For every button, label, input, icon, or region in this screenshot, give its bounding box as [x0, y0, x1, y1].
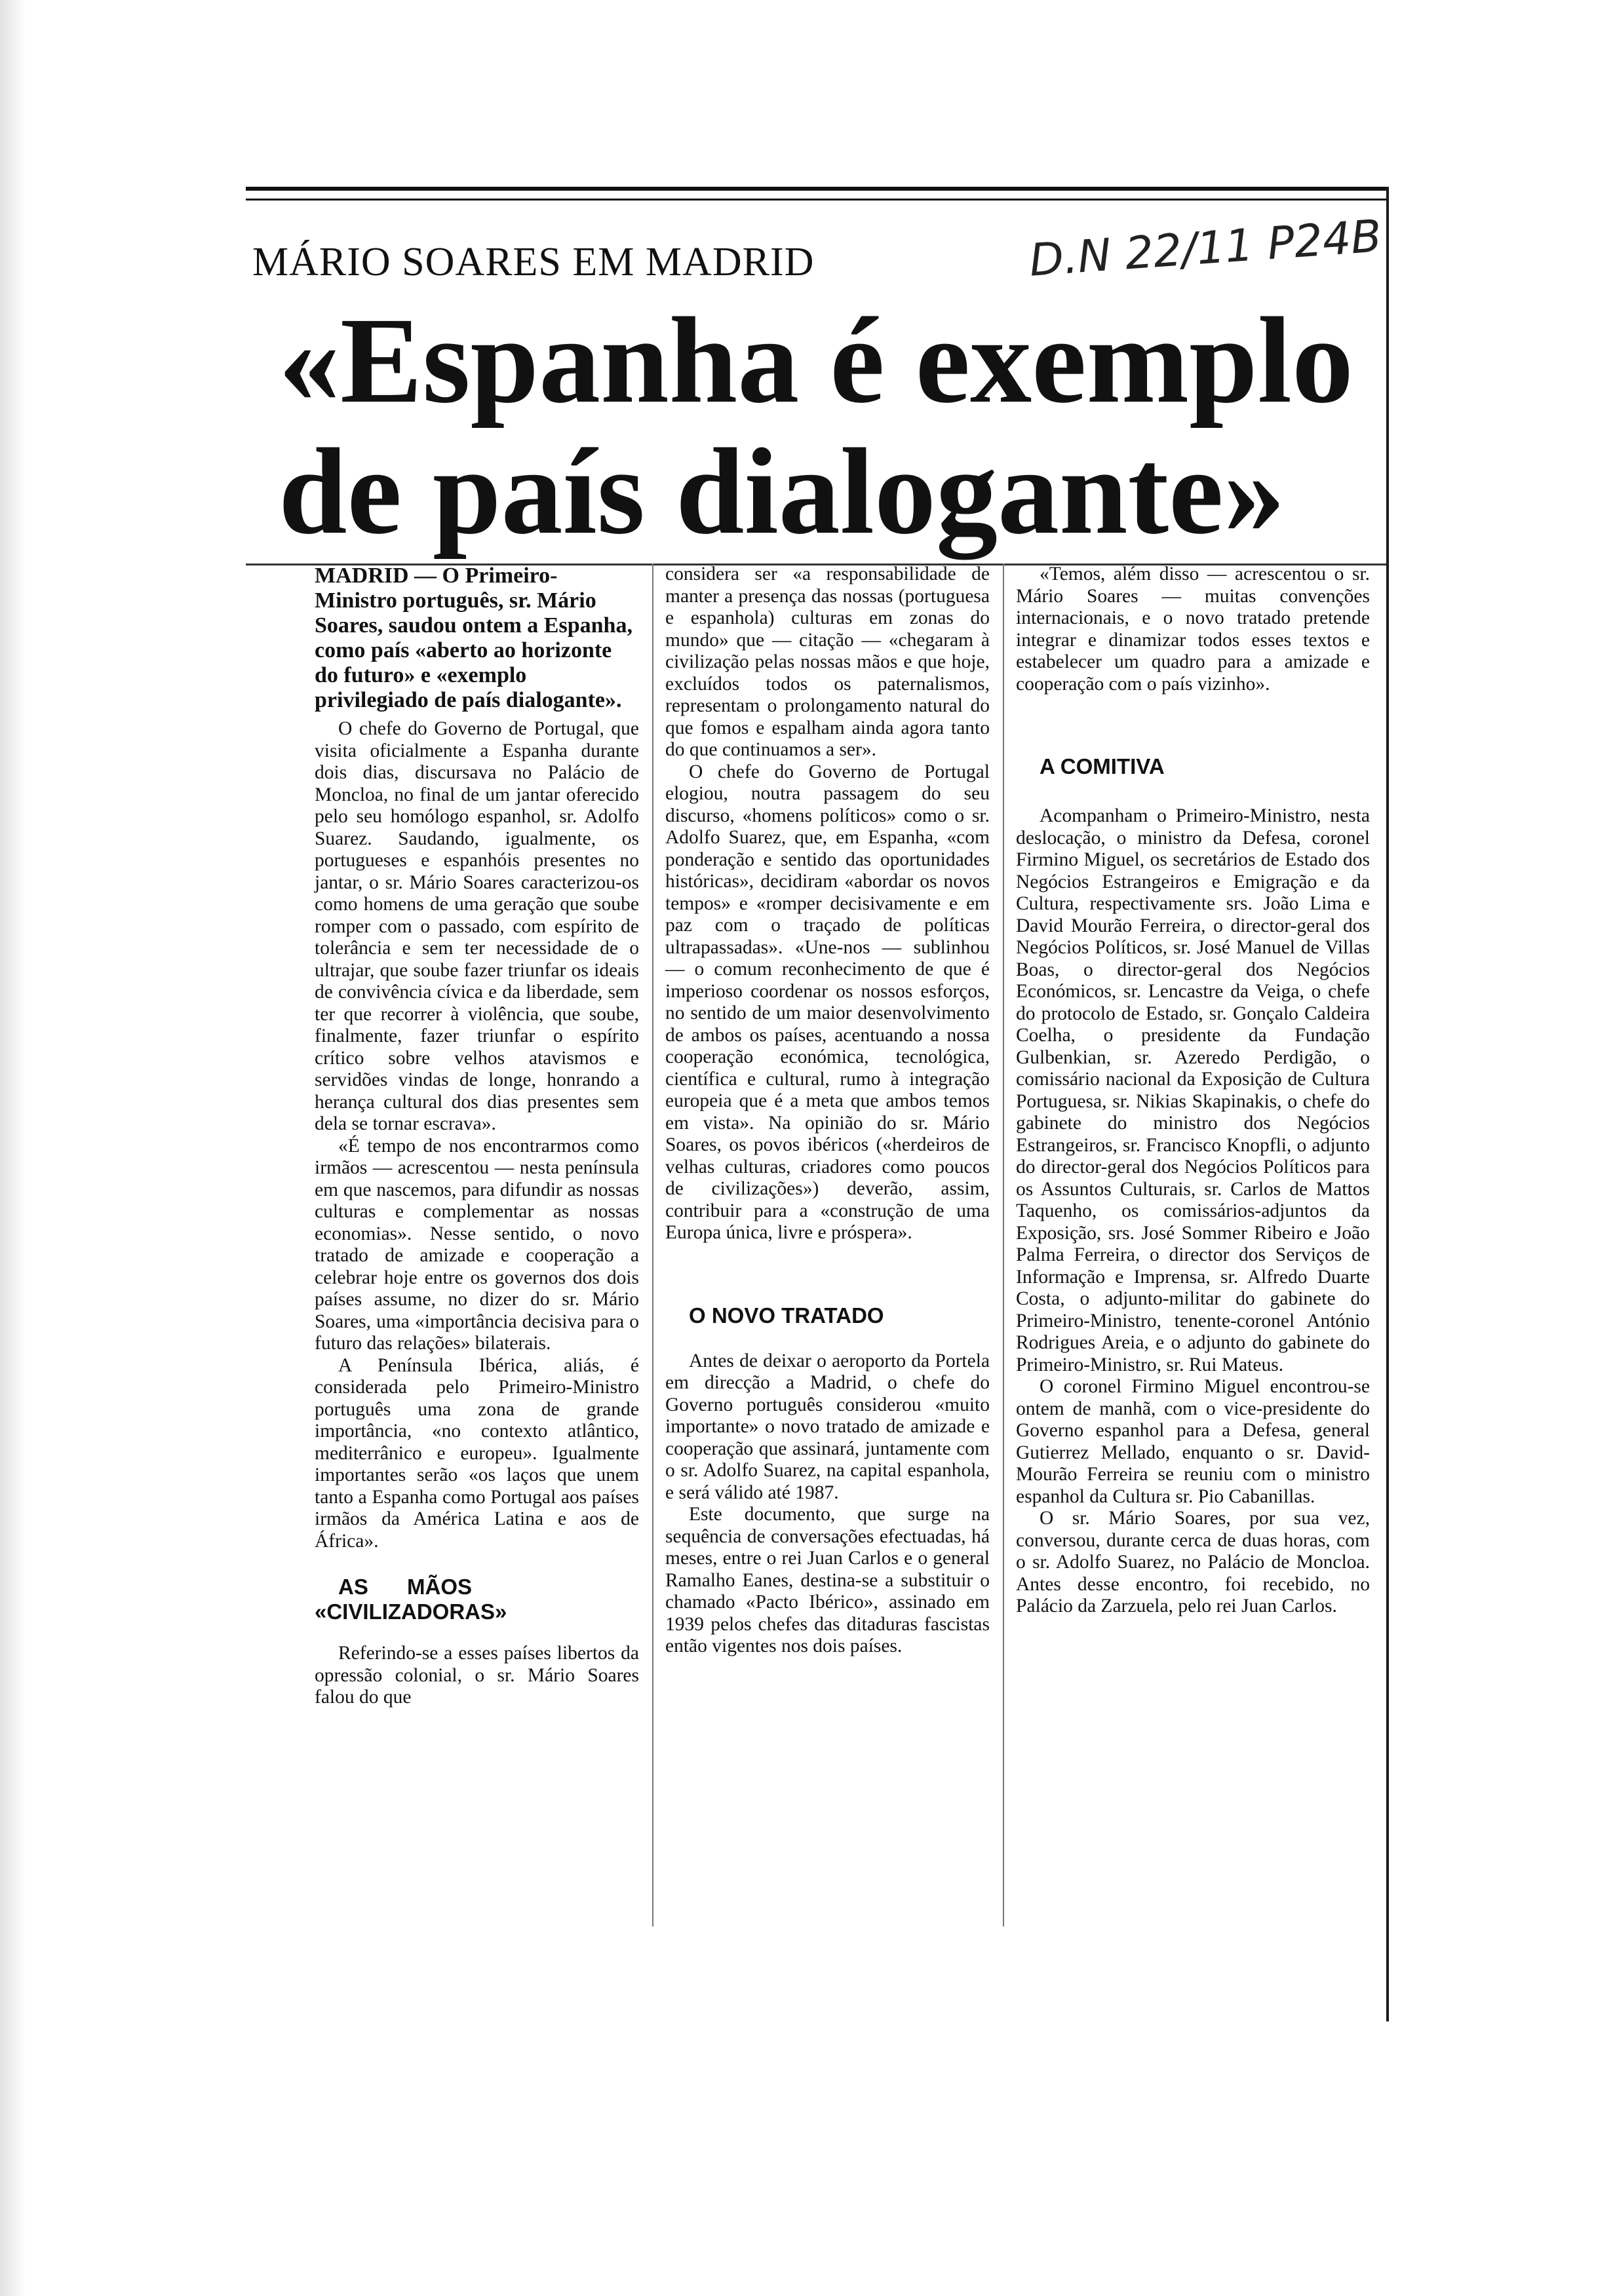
- article-paragraph: Este documento, que surge na sequência de conversações efectuadas, há meses, entre o rei Juan Carlos e o general Ramalho Eanes, destina-se a substituir o chamado «Pacto Ibérico», assinado em 1939 pelos chefes das ditaduras fascistas então vigentes nos dois países.: [665, 1504, 990, 1656]
- article-kicker: MÁRIO SOARES EM MADRID: [252, 240, 815, 284]
- article-paragraph: «Temos, além disso — acrescentou o sr. Mário Soares — muitas convenções internacionais, e o novo tratado pretende integrar e dinamizar todos esses textos e estabelecer um quadro para a amizade e cooperação com o país vizinho».: [1016, 564, 1370, 695]
- article-paragraph: Acompanham o Primeiro-Ministro, nesta deslocação, o ministro da Defesa, coronel Firmino Miguel, os secretários de Estado dos Negócios Estrangeiros e Emigração e da Cultura, respectivamente srs. João Lima e David Mourão Ferreira, o director-geral dos Negócios Políticos, sr. José Manuel de Villas Boas, o director-geral dos Negócios Económicos, sr. Lencastre da Veiga, o chefe do protocolo de Estado, sr. Gonçalo Caldeira Coelha, o presidente da Fundação Gulbenkian, sr. Azeredo Perdigão, o comissário nacional da Exposição de Cultura Portuguesa, sr. Nikias Skapinakis, o chefe do gabinete do ministro dos Negócios Estrangeiros, sr. Francisco Knopfli, o adjunto do director-geral dos Negócios Políticos para os Assuntos Culturais, sr. Carlos de Mattos Taquenho, os comissários-adjuntos da Exposição, srs. José Sommer Ribeiro e João Palma Ferreira, o director dos Serviços de Informação e Imprensa, sr. Alfredo Duarte Costa, o adjunto-militar do gabinete do Primeiro-Ministro, tenente-coronel António Rodrigues Areia, e o adjunto do gabinete do Primeiro-Ministro, sr. Rui Mateus.: [1016, 805, 1370, 1375]
- top-rule: [246, 187, 1386, 201]
- scan-page-edge: [0, 0, 26, 2296]
- article-paragraph: O sr. Mário Soares, por sua vez, conversou, durante cerca de duas horas, com o sr. Adolfo Suarez, no Palácio de Moncloa. Antes desse encontro, foi recebido, no Palácio da Zarzuela, pelo rei Juan Carlos.: [1016, 1508, 1370, 1617]
- newspaper-clipping: [246, 187, 1389, 2021]
- handwritten-note: D.N 22/11 P24B: [1027, 210, 1384, 287]
- article-paragraph: Antes de deixar o aeroporto da Portela em direcção a Madrid, o chefe do Governo português considerou «muito importante» o novo tratado de amizade e cooperação que assinará, juntamente com o sr. Adolfo Suarez, na capital espanhola, e será válido até 1987.: [665, 1350, 990, 1503]
- article-paragraph: A Península Ibérica, aliás, é considerada pelo Primeiro-Ministro português uma zona de grande importância, «no contexto atlântico, mediterrânico e europeu». Igualmente importantes serão «os laços que unem tanto a Espanha como Portugal aos países irmãos da América Latina e aos de África».: [315, 1354, 639, 1552]
- column-divider: [1003, 564, 1004, 1926]
- article-column-2: [665, 564, 990, 1658]
- article-paragraph: Referindo-se a esses países libertos da opressão colonial, o sr. Mário Soares falou do que: [315, 1643, 639, 1708]
- subhead-civilizadoras: AS MÃOS «CIVILIZADORAS»: [315, 1575, 507, 1624]
- article-headline: «Espanha é exemplo de país dialogante»: [279, 292, 1353, 560]
- article-column-3: [1016, 564, 1370, 1618]
- article-paragraph: «É tempo de nos encontrarmos como irmãos — acrescentou — nesta península em que nascemos, para difundir as nossas culturas e complementar as nossas economias». Nesse sentido, o novo tratado de amizade e cooperação a celebrar hoje entre os governos dos dois países assume, no dizer do sr. Mário Soares, uma «importância decisiva para o futuro das relações» bilaterais.: [315, 1135, 639, 1354]
- article-paragraph: O chefe do Governo de Portugal elogiou, noutra passagem do seu discurso, «homens políticos» como o sr. Adolfo Suarez, que, em Espanha, «com ponderação e sentido das oportunidades históricas», decidiram «abordar os novos tempos» e «romper decisivamente e em paz com o traçado de políticas ultrapassadas». «Une-nos — sublinhou — o comum reconhecimento de que é imperioso coordenar os nossos esforços, no sentido de um maior desenvolvimento de ambos os países, acentuando a nossa cooperação económica, tecnológica, científica e cultural, rumo à integração europeia que é a meta que ambos temos em vista». Na opinião do sr. Mário Soares, os povos ibéricos («herdeiros de velhas culturas, criadores como poucos de civilizações») deverão, assim, contribuir para a «construção de uma Europa única, livre e próspera».: [665, 761, 990, 1243]
- subhead-comitiva: A COMITIVA: [1040, 754, 1165, 778]
- article-paragraph: O coronel Firmino Miguel encontrou-se ontem de manhã, com o vice-presidente do Governo espanhol para a Defesa, general Gutierrez Mellado, enquanto o sr. David-Mourão Ferreira se reuniu com o ministro espanhol da Cultura sr. Pio Cabanillas.: [1016, 1376, 1370, 1507]
- article-column-1: [315, 564, 639, 1709]
- column-divider: [652, 564, 653, 1926]
- article-lead: MADRID — O Primeiro-Ministro português, sr. Mário Soares, saudou ontem a Espanha, como país «aberto ao horizonte do futuro» e «exemplo privilegiado de país dialogante».: [315, 564, 632, 712]
- subhead-novo-tratado: O NOVO TRATADO: [689, 1303, 884, 1328]
- article-paragraph: O chefe do Governo de Portugal, que visita oficialmente a Espanha durante dois dias, discursava no Palácio de Moncloa, no final de um jantar oferecido pelo seu homólogo espanhol, sr. Adolfo Suarez. Saudando, igualmente, os portugueses e espanhóis presentes no jantar, o sr. Mário Soares caracterizou-os como homens de uma geração que soube romper com o passado, com espírito de tolerância e sem ter necessidade de o ultrajar, que soube fazer triunfar os ideais de convivência cívica e da liberdade, sem ter que recorrer à violência, que soube, finalmente, fazer triunfar o espírito crítico sobre velhos atavismos e servidões vindas de longe, honrando a herança cultural dos dias presentes sem dela se tornar escrava».: [315, 718, 639, 1134]
- article-paragraph: considera ser «a responsabilidade de manter a presença das nossas (portuguesa e espanhola) culturas em zonas do mundo» que — citação — «chegaram à civilização pelas nossas mãos e que hoje, excluídos todos os paternalismos, representam o prolongamento natural do que fomos e espalham ainda agora tanto do que continuamos a ser».: [665, 564, 990, 760]
